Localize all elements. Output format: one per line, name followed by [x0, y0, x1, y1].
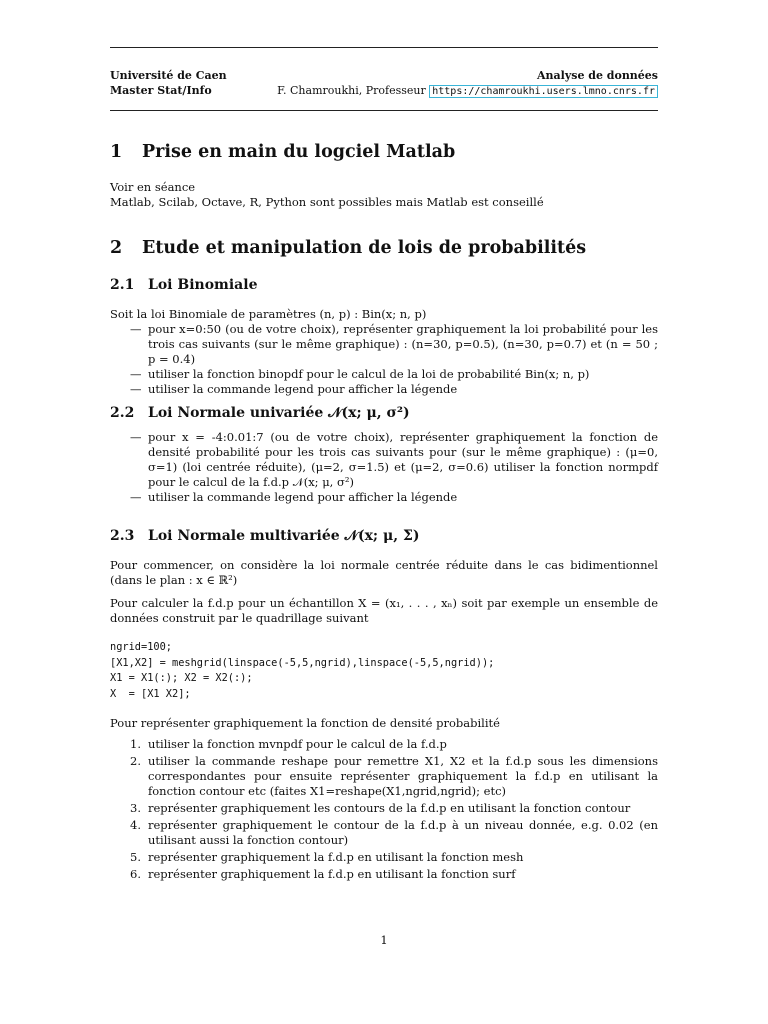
list-item: — utiliser la commande legend pour afficher la légende	[130, 490, 458, 504]
subsection-2-3-heading	[110, 527, 420, 545]
list-item: 4. représenter graphiquement le contour de la f.d.p à un niveau donnée, e.g. 0.02 (en utilisant aussi la fonction contour)	[130, 818, 658, 847]
subsection-2-3-number: 2.3	[110, 528, 135, 544]
list-item: 2. utiliser la commande reshape pour remettre X1, X2 et la f.d.p sous les dimensions correspondantes pour ensuite représenter graphiquement la f.d.p en utilisant la fonction contour etc (faites X1=reshape(X1,ngrid,ngrid); etc)	[130, 754, 658, 798]
document-header	[110, 68, 658, 100]
list-item: 1. utiliser la fonction mvnpdf pour le calcul de la f.d.p	[130, 737, 447, 751]
list-item: — utiliser la commande legend pour afficher la légende	[130, 382, 458, 396]
section-2-title: Etude et manipulation de lois de probabilités	[142, 238, 587, 258]
header-top-rule	[110, 47, 658, 48]
list-item: 5. représenter graphiquement la f.d.p en utilisant la fonction mesh	[130, 850, 524, 864]
subsection-2-1-title: Loi Binomiale	[148, 277, 258, 293]
subsection-2-2-title: Loi Normale univariée 𝒩(x; μ, σ²)	[148, 405, 410, 421]
subsection-2-2-list	[130, 430, 658, 505]
steps-list	[130, 737, 658, 884]
subsection-2-1-number: 2.1	[110, 277, 135, 293]
list-item: 3. représenter graphiquement les contours de la f.d.p en utilisant la fonction contour	[130, 801, 631, 815]
subsection-2-1-intro: Soit la loi Binomiale de paramètres (n, p) : Bin(x; n, p)	[110, 307, 427, 321]
header-url-link[interactable]: https://chamroukhi.users.lmno.cnrs.fr	[429, 85, 658, 98]
list-item: — pour x = -4:0.01:7 (ou de votre choix), représenter graphiquement la fonction de densité probabilité pour les trois cas suivants pour (sur le même graphique) : (μ=0, σ=1) (loi centrée réduite), (μ=2, σ=1.5) et (μ=2, σ=0.6) utiliser la fonction normpdf pour le calcul de la f.d.p 𝒩(x; μ, σ²)	[130, 430, 658, 489]
page-number: 1	[380, 933, 388, 947]
header-professor: F. Chamroukhi, Professeur	[277, 84, 426, 97]
subsection-2-3-title: Loi Normale multivariée 𝒩(x; μ, Σ)	[148, 528, 420, 544]
subsection-2-3-paragraph-2: Pour calculer la f.d.p pour un échantillon X = (x₁, . . . , xₙ) soit par exemple un ensemble de données construit par le quadrillage suivant	[110, 596, 658, 625]
list-item: — utiliser la fonction binopdf pour le calcul de la loi de probabilité Bin(x; n, p)	[130, 367, 590, 381]
list-item: — pour x=0:50 (ou de votre choix), représenter graphiquement la loi probabilité pour les trois cas suivants (sur le même graphique) : (n=30, p=0.5), (n=30, p=0.7) et (n = 50 ; p = 0.4)	[130, 322, 658, 366]
subsection-2-2-number: 2.2	[110, 405, 135, 421]
subsection-2-3-paragraph-3: Pour représenter graphiquement la fonction de densité probabilité	[110, 716, 500, 730]
subsection-2-1-heading	[110, 276, 257, 294]
section-1-number: 1	[110, 142, 123, 162]
section-1-line-2: Matlab, Scilab, Octave, R, Python sont possibles mais Matlab est conseillé	[110, 195, 544, 209]
header-university: Université de Caen	[110, 69, 227, 82]
section-1-title: Prise en main du logciel Matlab	[142, 142, 456, 162]
section-1-line-1: Voir en séance	[110, 180, 196, 194]
code-block: ngrid=100; [X1,X2] = meshgrid(linspace(-5,5,ngrid),linspace(-5,5,ngrid)); X1 = X1(:); X2 = X2(:); X = [X1 X2];	[110, 641, 495, 700]
subsection-2-1-list	[130, 322, 658, 397]
section-2-number: 2	[110, 238, 123, 258]
subsection-2-3-paragraph-1: Pour commencer, on considère la loi normale centrée réduite dans le cas bidimentionnel (dans le plan : x ∈ ℝ²)	[110, 558, 658, 587]
header-author-line	[277, 83, 658, 99]
header-program: Master Stat/Info	[110, 84, 212, 97]
section-1-heading	[110, 141, 455, 163]
header-bottom-rule	[110, 110, 658, 111]
subsection-2-2-heading	[110, 404, 410, 422]
list-item: 6. représenter graphiquement la f.d.p en utilisant la fonction surf	[130, 867, 516, 881]
header-course: Analyse de données	[537, 69, 658, 82]
section-2-heading	[110, 237, 586, 259]
